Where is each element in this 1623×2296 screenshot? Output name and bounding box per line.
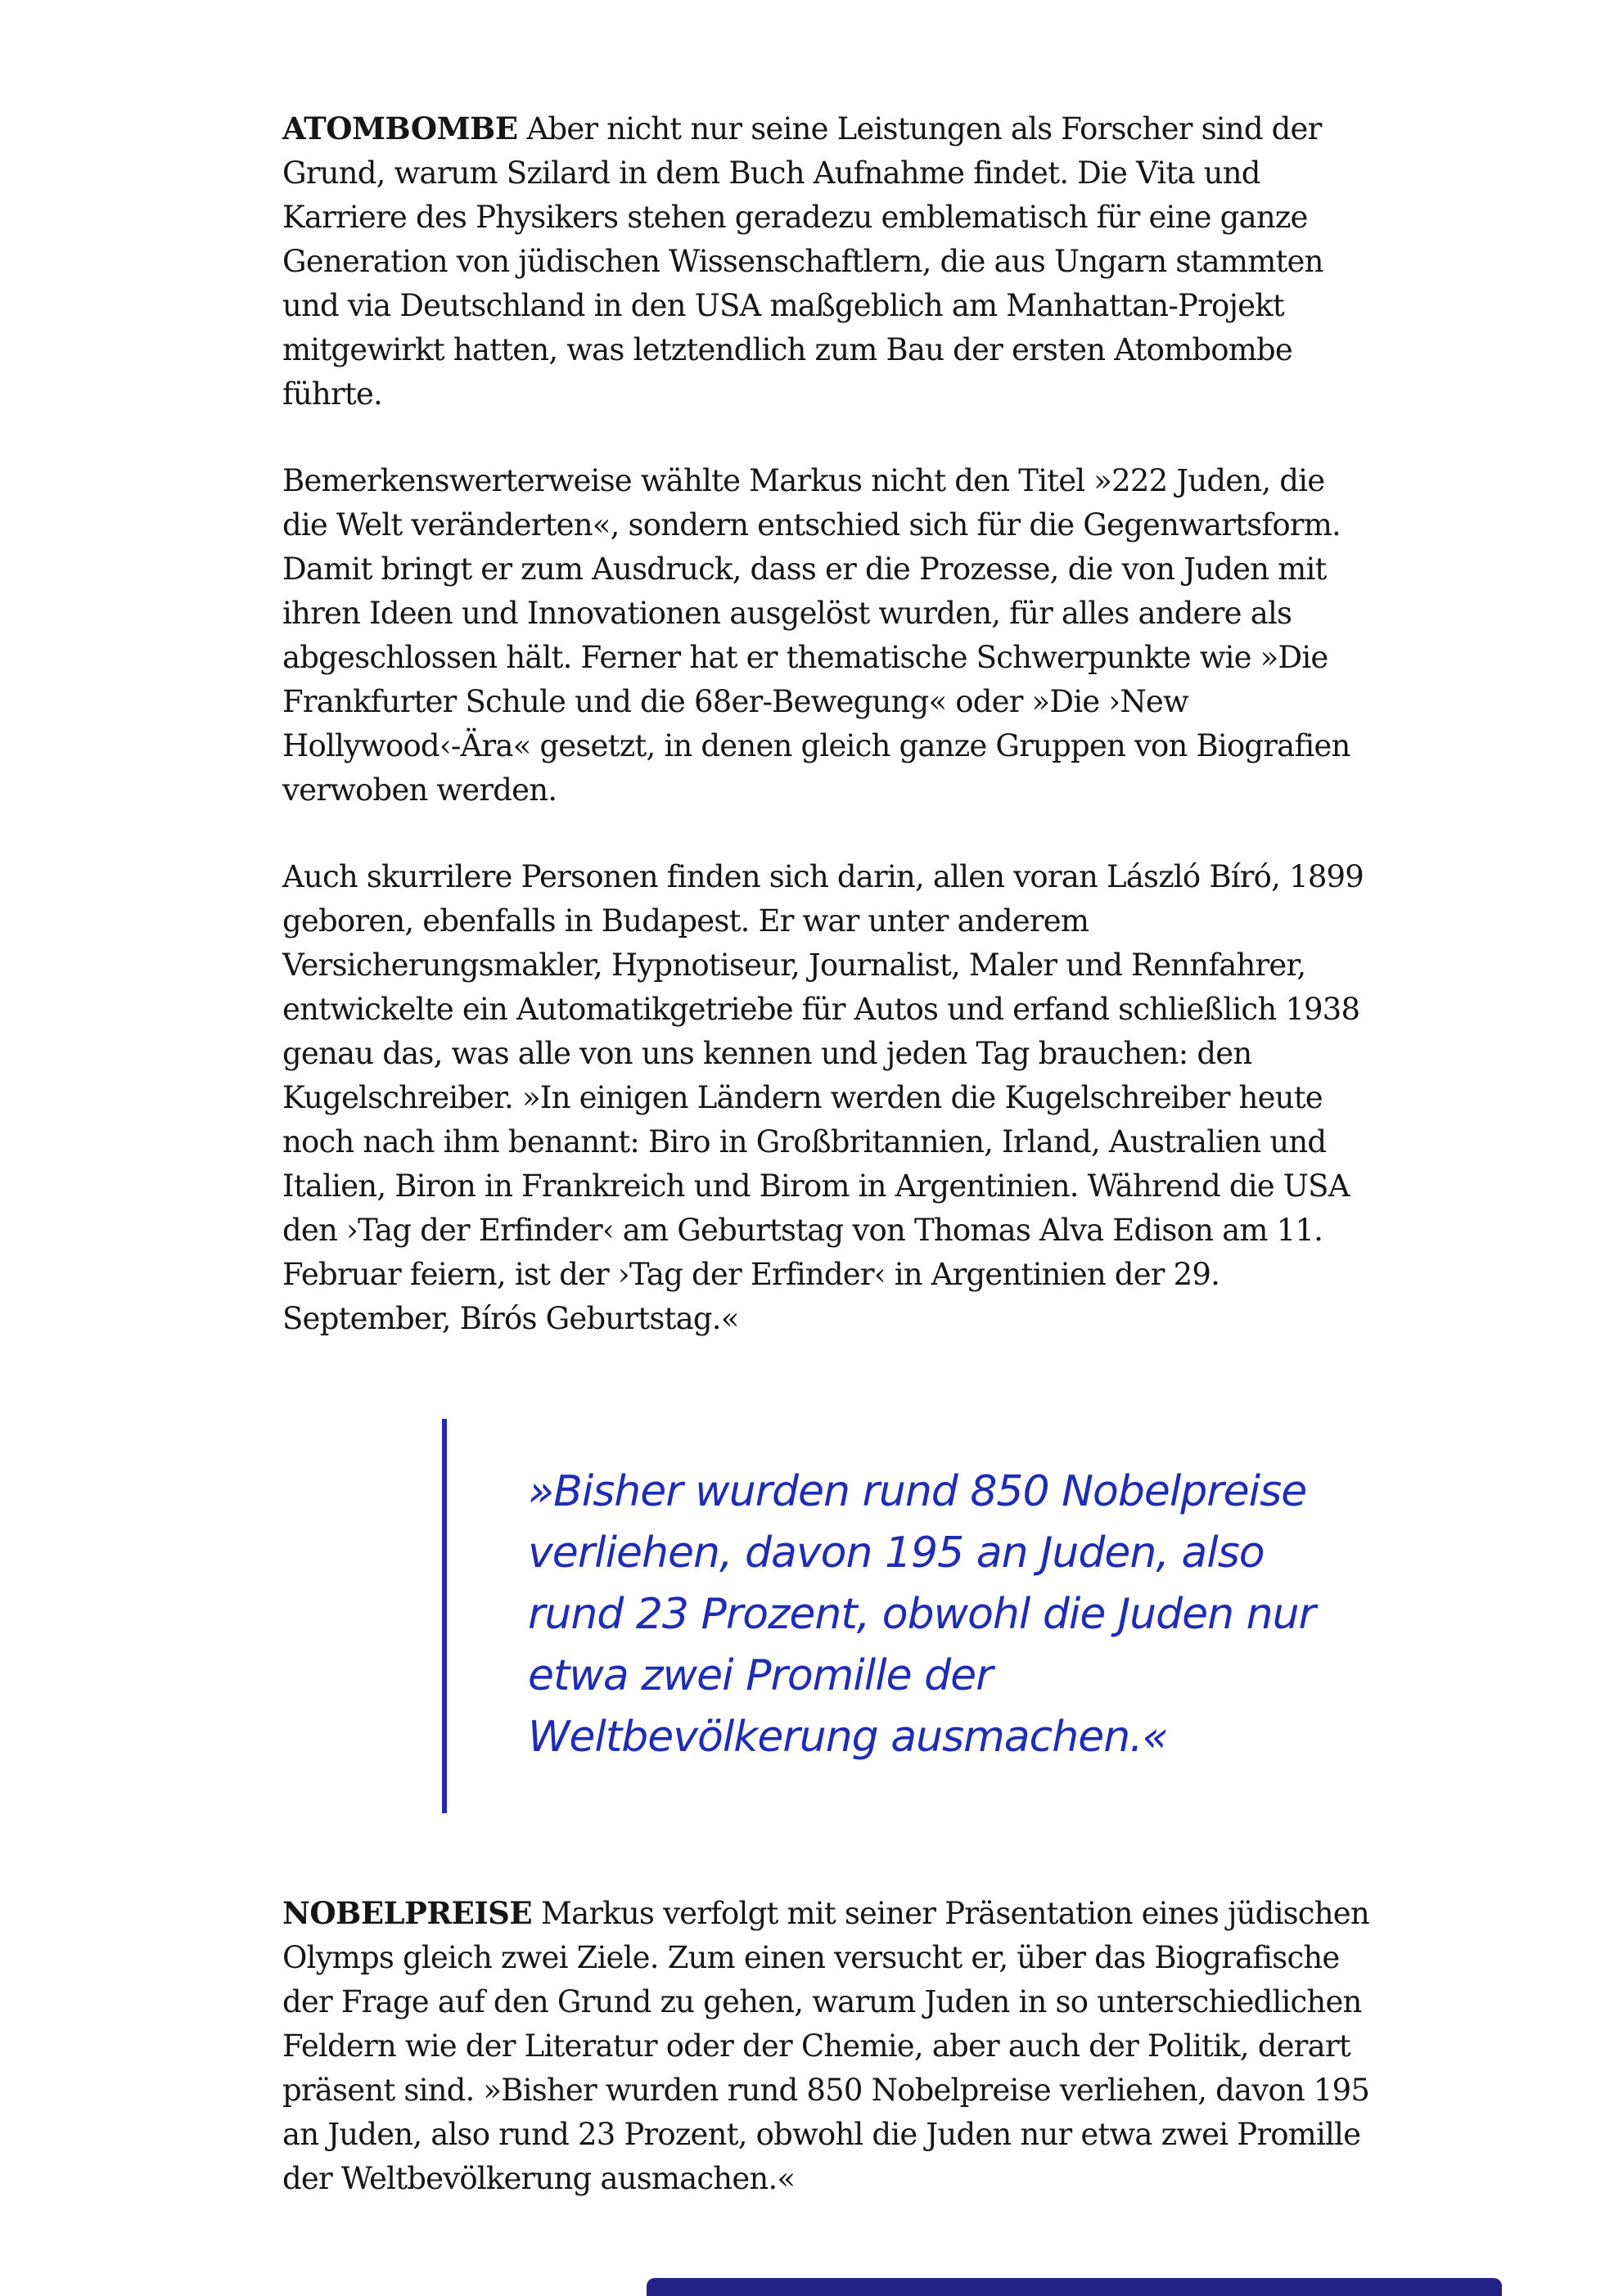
- paragraph-text-4: Markus verfolgt mit seiner Präsentation eines jüdischen Olymps gleich zwei Ziele. Zum einen versucht er, über das Biografische der Frage auf den Grund zu gehen, warum Juden in so unterschiedlichen Feldern wie der Literatur oder der Chemie, aber auch der Politik, derart präsent sind. »Bisher wurden rund 850 Nobelpreise verliehen, davon 195 an Juden, also rund 23 Prozent, obwohl die Juden nur etwa zwei Promille der Weltbevölkerung ausmachen.«: [282, 1896, 1370, 2196]
- paragraph-nobelpreise: [282, 1891, 1371, 2201]
- section-label-nobelpreise: NOBELPREISE: [282, 1895, 533, 1931]
- paragraph-text-1: Aber nicht nur seine Leistungen als Forscher sind der Grund, warum Szilard in dem Buch Aufnahme findet. Die Vita und Karriere des Physikers stehen geradezu emblematisch für eine ganze Generation von jüdischen Wissenschaftlern, die aus Ungarn stammten und via Deutschland in den USA maßgeblich am Manhattan-Projekt mitgewirkt hatten, was letztendlich zum Bau der ersten Atombombe führte.: [282, 111, 1323, 412]
- pullquote: [442, 1419, 1371, 1813]
- pullquote-text: »Bisher wurden rund 850 Nobelpreise verliehen, davon 195 an Juden, also rund 23 Prozent, obwohl die Juden nur etwa zwei Promille der Weltbevölkerung ausmachen.«: [528, 1467, 1315, 1762]
- article-body: [282, 0, 1371, 2244]
- section-label-atombombe: ATOMBOMBE: [282, 110, 518, 146]
- footer-bar: [647, 2278, 1502, 2296]
- paragraph-text-3: Auch skurrilere Personen finden sich darin, allen voran László Bíró, 1899 geboren, ebenfalls in Budapest. Er war unter anderem Versicherungsmakler, Hypnotiseur, Journalist, Maler und Rennfahrer, entwickelte ein Automatikgetriebe für Autos und erfand schließlich 1938 genau das, was alle von uns kennen und jeden Tag brauchen: den Kugelschreiber. »In einigen Ländern werden die Kugelschreiber heute noch nach ihm benannt: Biro in Großbritannien, Irland, Australien und Italien, Biron in Frankreich und Birom in Argentinien. Während die USA den ›Tag der Erfinder‹ am Geburtstag von Thomas Alva Edison am 11. Februar feiern, ist der ›Tag der Erfinder‹ in Argentinien der 29. September, Bírós Geburtstag.«: [282, 859, 1364, 1336]
- paragraph-text-2: Bemerkenswerterweise wählte Markus nicht den Titel »222 Juden, die die Welt veränderten«, sondern entschied sich für die Gegenwartsform. Damit bringt er zum Ausdruck, dass er die Prozesse, die von Juden mit ihren Ideen und Innovationen ausgelöst wurden, für alles andere als abgeschlossen hält. Ferner hat er thematische Schwerpunkte wie »Die Frankfurter Schule und die 68er-Bewegung« oder »Die ›New Hollywood‹-Ära« gesetzt, in denen gleich ganze Gruppen von Biografien verwoben werden.: [282, 463, 1350, 808]
- paragraph-bemerkenswerterweise: [282, 459, 1371, 813]
- paragraph-atombombe: [282, 106, 1371, 416]
- paragraph-biro: [282, 855, 1371, 1341]
